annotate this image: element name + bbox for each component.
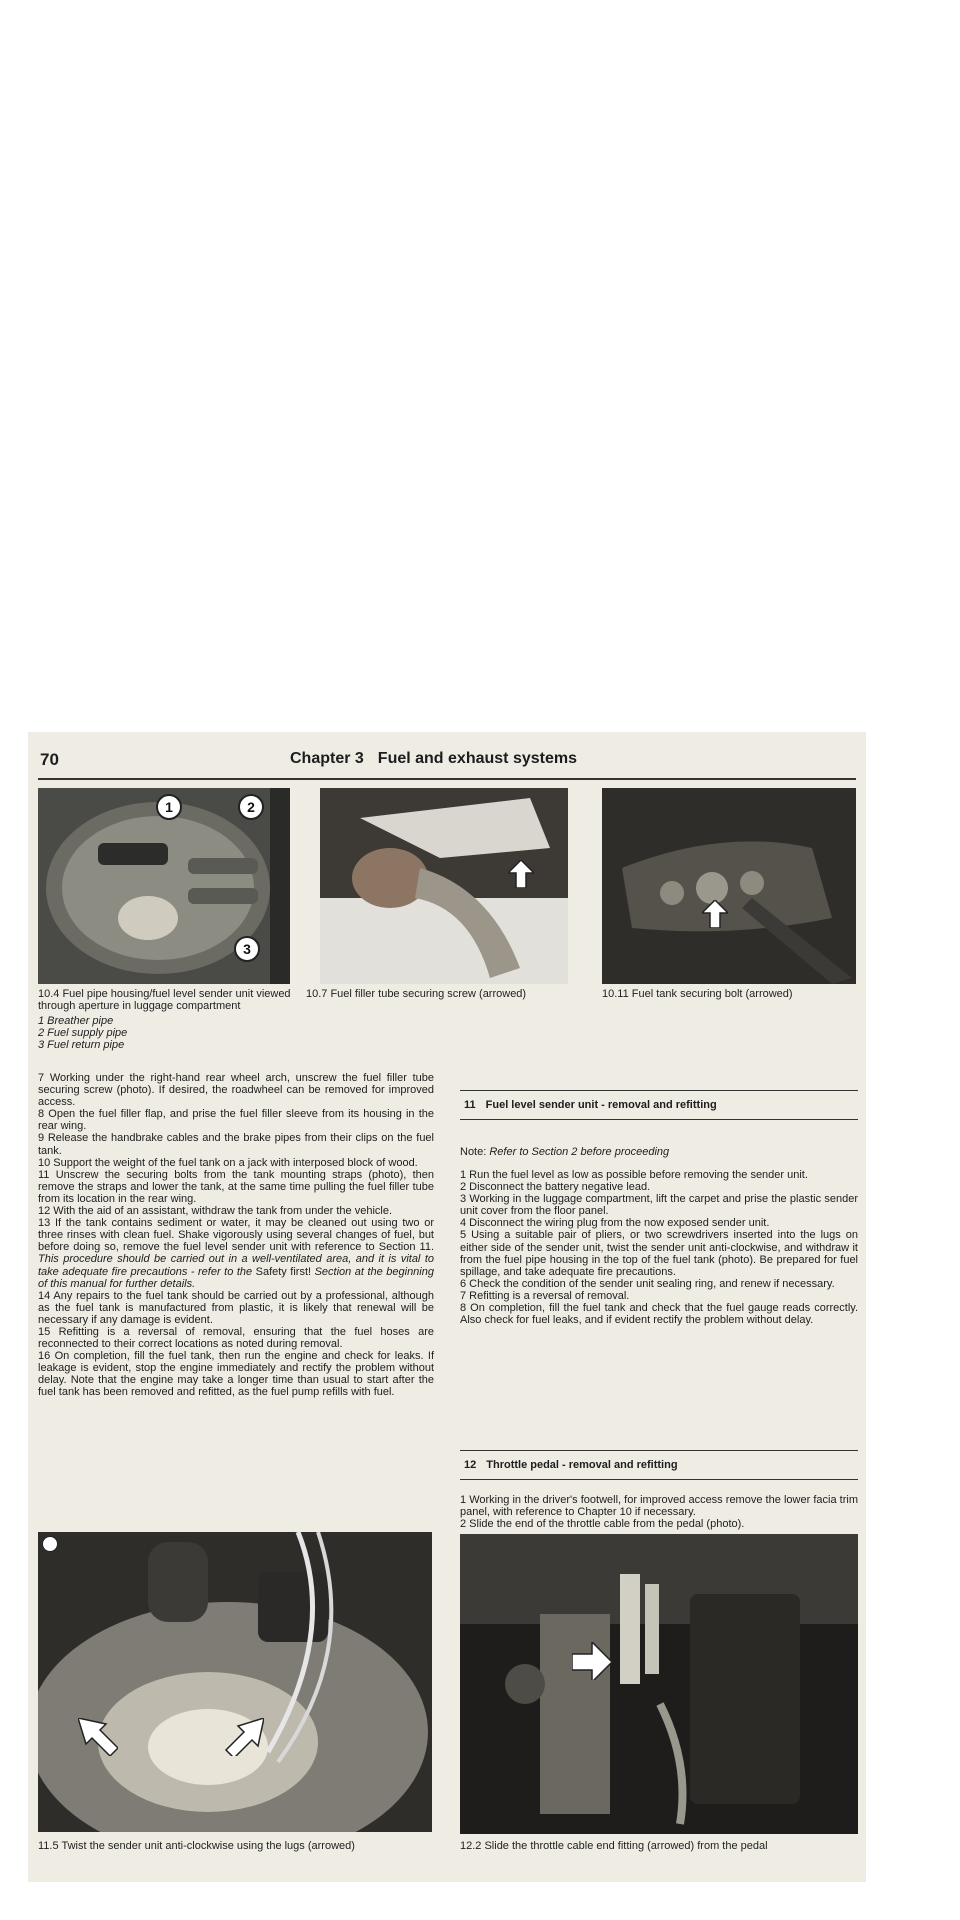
paragraph: 7 Working under the right-hand rear wheel arch, unscrew the fuel filler tube securing screw (photo). If desired, the roadwheel can be removed for improved access. xyxy=(38,1072,434,1109)
paragraph: 2 Disconnect the battery negative lead. xyxy=(460,1181,651,1194)
chapter-title: Fuel and exhaust systems xyxy=(377,750,577,767)
note-text: Refer to Section 2 before proceeding xyxy=(489,1146,670,1158)
legend-item: 2 Fuel supply pipe xyxy=(38,1027,128,1039)
paragraph: 16 On completion, fill the fuel tank, then run the engine and check for leaks. If leakage is evident, stop the engine immediately and rectify the problem without delay. Note that the engine may take a longer time than usual to start after the fuel tank has been removed and refitted, as the fuel pump refills with fuel. xyxy=(38,1350,434,1399)
marker-1: 1 xyxy=(156,794,182,820)
paragraph: 8 On completion, fill the fuel tank and check that the fuel gauge reads correctly. Also check for fuel leaks, and if evident rectify the problem without delay. xyxy=(460,1302,858,1327)
photo-tank-bolt-image xyxy=(602,788,856,984)
chapter-number: Chapter 3 xyxy=(290,750,364,767)
arrow-marker xyxy=(508,860,534,888)
chapter-heading xyxy=(290,750,577,768)
photo-fuel-pipe-housing xyxy=(38,788,290,984)
marker-2: 2 xyxy=(238,794,264,820)
photo-badge-icon xyxy=(42,1536,58,1552)
section-title: Throttle pedal - removal and refitting xyxy=(486,1459,678,1471)
photo-filler-tube xyxy=(320,788,568,984)
paragraph: 5 Using a suitable pair of pliers, or two screwdrivers inserted into the lugs on either side of the sender unit, twist the sender unit anti-clockwise, and withdraw it from the fuel pipe housing in the top of the fuel tank (photo). Be prepared for fuel spillage, and take adequate fire precautions. xyxy=(460,1229,858,1278)
arrow-marker xyxy=(702,900,728,928)
photo-tank-bolt xyxy=(602,788,856,984)
arrow-marker xyxy=(78,1718,118,1756)
left-text-column xyxy=(38,1072,434,1399)
section-11-note xyxy=(460,1146,669,1158)
section-11-heading xyxy=(460,1090,858,1120)
photo-sender-unit-twist xyxy=(38,1532,432,1832)
legend-item: 1 Breather pipe xyxy=(38,1015,114,1027)
paragraph-13 xyxy=(38,1217,434,1290)
caption-10-11: 10.11 Fuel tank securing bolt (arrowed) xyxy=(602,988,793,1000)
caption-10-7: 10.7 Fuel filler tube securing screw (arrowed) xyxy=(306,988,527,1000)
paragraph: 15 Refitting is a reversal of removal, ensuring that the fuel hoses are reconnected to their correct locations as noted during removal. xyxy=(38,1325,434,1351)
section-title: Fuel level sender unit - removal and refitting xyxy=(485,1099,717,1111)
caption-11-5: 11.5 Twist the sender unit anti-clockwise using the lugs (arrowed) xyxy=(38,1840,355,1852)
photo-throttle-pedal-image xyxy=(460,1534,858,1834)
paragraph: 6 Check the condition of the sender unit sealing ring, and renew if necessary. xyxy=(460,1277,835,1290)
paragraph: 14 Any repairs to the fuel tank should be carried out by a professional, although as the fuel tank is manufactured from plastic, it is likely that renewal will be necessary if any damage is evident. xyxy=(38,1289,434,1326)
section-number: 11 xyxy=(464,1099,476,1111)
paragraph: 1 Run the fuel level as low as possible before removing the sender unit. xyxy=(460,1169,808,1181)
photo-legend xyxy=(38,1015,127,1051)
caption-12-2: 12.2 Slide the throttle cable end fitting (arrowed) from the pedal xyxy=(460,1840,768,1852)
photo-sender-unit-image xyxy=(38,1532,432,1832)
paragraph: 8 Open the fuel filler flap, and prise the fuel filler sleeve from its housing in the rear wing. xyxy=(38,1108,434,1133)
section-12-heading xyxy=(460,1450,858,1480)
paragraph: 11 Unscrew the securing bolts from the tank mounting straps (photo), then remove the straps and lower the tank, at the same time pulling the fuel filler tube from its location in the rear wing. xyxy=(38,1168,434,1205)
page-header xyxy=(38,748,856,780)
paragraph: 2 Slide the end of the throttle cable from the pedal (photo). xyxy=(460,1518,745,1531)
paragraph: 10 Support the weight of the fuel tank on a jack with interposed block of wood. xyxy=(38,1156,418,1169)
page-number: 70 xyxy=(40,750,59,769)
section-12-body xyxy=(460,1494,858,1530)
manual-page xyxy=(28,732,866,1882)
section-11-body xyxy=(460,1169,858,1326)
caption-10-4: 10.4 Fuel pipe housing/fuel level sender unit viewed through aperture in luggage compartment xyxy=(38,988,291,1012)
paragraph: 7 Refitting is a reversal of removal. xyxy=(460,1289,630,1302)
paragraph: 9 Release the handbrake cables and the brake pipes from their clips on the fuel tank. xyxy=(38,1132,434,1157)
paragraph: 4 Disconnect the wiring plug from the now exposed sender unit. xyxy=(460,1217,770,1230)
arrow-marker xyxy=(572,1642,612,1680)
note-label: Note: xyxy=(460,1146,487,1158)
marker-3: 3 xyxy=(234,936,260,962)
paragraph: 3 Working in the luggage compartment, lift the carpet and prise the plastic sender unit cover from the floor panel. xyxy=(460,1193,858,1218)
legend-item: 3 Fuel return pipe xyxy=(38,1039,125,1051)
warning-text-end: Section at the beginning of this manual for further details. xyxy=(38,1265,434,1290)
paragraph: 1 Working in the driver's footwell, for improved access remove the lower facia trim panel, with reference to Chapter 10 if necessary. xyxy=(460,1494,858,1519)
photo-throttle-pedal xyxy=(460,1534,858,1834)
safety-first-ref: Safety first! xyxy=(252,1265,315,1278)
section-number: 12 xyxy=(464,1459,477,1471)
paragraph: 12 With the aid of an assistant, withdraw the tank from under the vehicle. xyxy=(38,1205,393,1218)
paragraph-13-text: 13 If the tank contains sediment or water, it may be cleaned out using two or three rinses with clean fuel. Shake vigorously using several changes of fuel, but before doing so, remove the fuel level sender unit with reference to Section 11. xyxy=(38,1217,434,1254)
warning-text: This procedure should be carried out in a well-ventilated area, and it is vital to take adequate fire precautions - refer to the xyxy=(38,1253,434,1278)
arrow-marker xyxy=(224,1718,264,1756)
